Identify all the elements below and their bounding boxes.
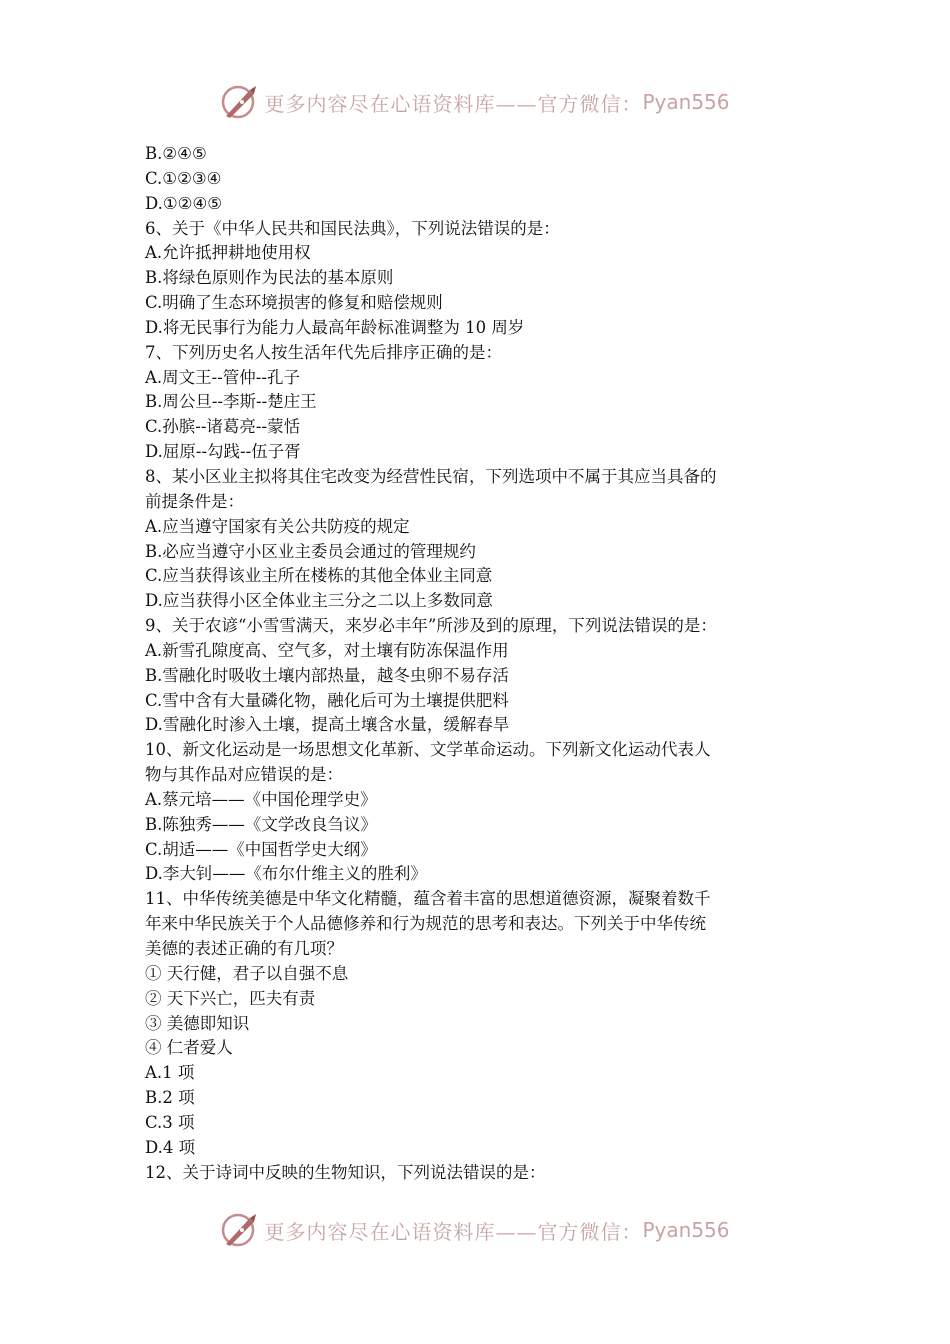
text-line: 10、新文化运动是一场思想文化革新、文学革命运动。下列新文化运动代表人	[145, 740, 711, 760]
text-line: C.雪中含有大量磷化物，融化后可为土壤提供肥料	[145, 690, 509, 710]
footer-watermark-banner	[0, 1208, 950, 1252]
text-line: D.4 项	[145, 1137, 196, 1157]
text-line: B.雪融化时吸收土壤内部热量，越冬虫卵不易存活	[145, 665, 509, 685]
text-line: 前提条件是：	[145, 491, 244, 511]
text-line: D.雪融化时渗入土壤，提高土壤含水量，缓解春旱	[145, 715, 510, 735]
text-line: B.陈独秀——《文学改良刍议》	[145, 814, 377, 834]
text-line: 9、关于农谚“小雪雪满天，来岁必丰年”所涉及到的原理，下列说法错误的是：	[145, 616, 717, 636]
text-line: A.允许抵押耕地使用权	[145, 243, 311, 263]
text-line: D.李大钊——《布尔什维主义的胜利》	[145, 864, 427, 884]
text-line: 12、关于诗词中反映的生物知识，下列说法错误的是：	[145, 1162, 546, 1182]
text-line: 6、关于《中华人民共和国民法典》，下列说法错误的是：	[145, 218, 560, 238]
text-line: 11、中华传统美德是中华文化精髓，蕴含着丰富的思想道德资源，凝聚着数千	[145, 889, 711, 909]
text-line: 7、下列历史名人按生活年代先后排序正确的是：	[145, 342, 502, 362]
text-line: D.应当获得小区全体业主三分之二以上多数同意	[145, 591, 493, 611]
pen-nib-logo-icon	[220, 82, 260, 122]
text-line: ① 天行健，君子以自强不息	[145, 963, 349, 983]
watermark-text: 更多内容尽在心语资料库——官方微信：	[264, 91, 643, 116]
text-line: C.3 项	[145, 1112, 195, 1132]
watermark-text: 更多内容尽在心语资料库——官方微信：	[264, 1219, 643, 1244]
header-watermark-banner	[0, 80, 950, 124]
text-line: ④ 仁者爱人	[145, 1038, 233, 1058]
text-line: D.①②④⑤	[145, 193, 223, 213]
watermark-contact: Pyan556	[642, 90, 730, 114]
text-line: C.应当获得该业主所在楼栋的其他全体业主同意	[145, 566, 493, 586]
text-line: 年来中华民族关于个人品德修养和行为规范的思考和表达。下列关于中华传统	[145, 914, 706, 934]
text-line: C.胡适——《中国哲学史大纲》	[145, 839, 377, 859]
text-line: ② 天下兴亡，匹夫有责	[145, 988, 316, 1008]
text-line: A.应当遵守国家有关公共防疫的规定	[145, 516, 410, 536]
text-line: B.必应当遵守小区业主委员会通过的管理规约	[145, 541, 476, 561]
document-body	[145, 142, 813, 1185]
text-line: 8、某小区业主拟将其住宅改变为经营性民宿，下列选项中不属于其应当具备的	[145, 466, 717, 486]
text-line: C.①②③④	[145, 168, 222, 188]
text-line: 物与其作品对应错误的是：	[145, 765, 343, 785]
text-line: B.将绿色原则作为民法的基本原则	[145, 268, 394, 288]
text-line: B.2 项	[145, 1088, 195, 1108]
watermark-contact: Pyan556	[642, 1218, 730, 1242]
text-line: A.周文王--管仲--孔子	[145, 367, 300, 387]
text-line: ③ 美德即知识	[145, 1013, 250, 1033]
text-line: C.明确了生态环境损害的修复和赔偿规则	[145, 293, 443, 313]
text-line: A.1 项	[145, 1063, 195, 1083]
pen-nib-logo-icon	[220, 1210, 260, 1250]
text-line: B.周公旦--李斯--楚庄王	[145, 392, 317, 412]
text-line: D.将无民事行为能力人最高年龄标准调整为 10 周岁	[145, 317, 525, 337]
text-line: D.屈原--勾践--伍子胥	[145, 442, 301, 462]
text-line: A.新雪孔隙度高、空气多，对土壤有防冻保温作用	[145, 640, 509, 660]
text-line: B.②④⑤	[145, 144, 207, 163]
text-line: 美德的表述正确的有几项？	[145, 939, 343, 958]
text-line: C.孙膑--诸葛亮--蒙恬	[145, 417, 301, 437]
text-line: A.蔡元培——《中国伦理学史》	[145, 789, 377, 809]
